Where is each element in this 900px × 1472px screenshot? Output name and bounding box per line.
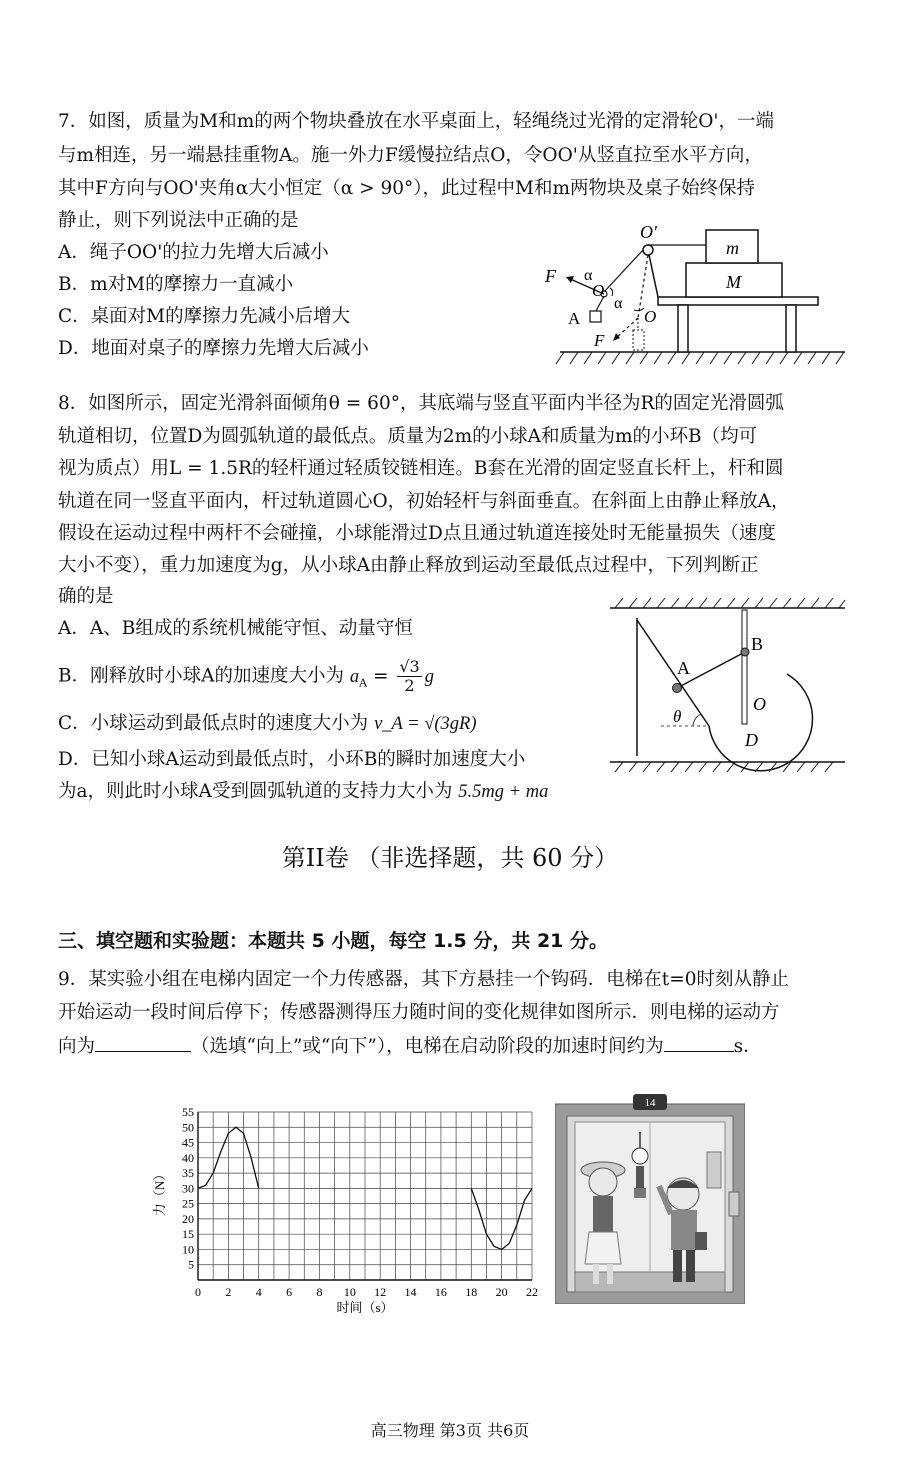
- q7-line: 其中F方向与OO'夹角α大小恒定（α > 90°），此过程中M和m两物块及桌子始终保持: [58, 178, 756, 199]
- q7-label-oprime: O': [640, 222, 657, 242]
- q7-line: 静止，则下列说法中正确的是: [58, 210, 299, 231]
- q7-option-c: C．桌面对M的摩擦力先减小后增大: [58, 306, 351, 327]
- y-tick-label: 35: [182, 1166, 194, 1181]
- q8-line: 8．如图所示，固定光滑斜面倾角θ = 60°，其底端与竖直平面内半径为R的固定光滑圆弧: [58, 393, 784, 414]
- y-tick-label: 50: [182, 1120, 194, 1135]
- q8-line: 大小不变），重力加速度为g，从小球A由静止释放到运动至最低点过程中，下列判断正: [58, 555, 759, 576]
- q8-label-A: A: [677, 658, 690, 678]
- chart-ticks: [182, 1105, 538, 1299]
- q8-label-D: D: [745, 730, 758, 750]
- y-tick-label: 25: [182, 1196, 194, 1211]
- q8-line: 确的是: [58, 586, 114, 607]
- q8-option-d-line2: [58, 776, 850, 808]
- x-tick-label: 6: [286, 1285, 293, 1299]
- q8-option-b-math: $a_A$ = $\frac{√3}{2}$ g: [349, 657, 434, 695]
- q7-label-F-bottom: F: [594, 331, 605, 350]
- q7-figure: [540, 218, 850, 370]
- q9-line3: [58, 1029, 850, 1063]
- q8-line: 轨道相切，位置D为圆弧轨道的最低点。质量为2m的小球A和质量为m的小环B（均可: [58, 426, 758, 447]
- y-tick-label: 10: [182, 1242, 194, 1257]
- q8-label-theta: θ: [673, 707, 682, 726]
- answer-blank-time[interactable]: [664, 1029, 734, 1052]
- x-tick-label: 18: [465, 1285, 478, 1299]
- y-tick-label: 55: [182, 1105, 194, 1119]
- q8-option-a: A．A、B组成的系统机械能守恒、动量守恒: [58, 618, 413, 639]
- elevator-illustration: [555, 1092, 745, 1304]
- q8-option-b-prefix: B．刚释放时小球A的加速度大小为: [58, 665, 344, 687]
- q8-label-B: B: [751, 634, 764, 654]
- x-tick-label: 2: [225, 1285, 232, 1299]
- x-tick-label: 16: [434, 1285, 447, 1299]
- q8-line: 假设在运动过程中两杆不会碰撞，小球能滑过D点且通过轨道连接处时无能量损失（速度: [58, 523, 776, 544]
- y-tick-label: 15: [182, 1227, 194, 1242]
- q8-figure: [605, 596, 850, 776]
- q7-option-d: D．地面对桌子的摩擦力先增大后减小: [58, 338, 369, 359]
- x-tick-label: 4: [255, 1285, 262, 1299]
- q8-label-O: O: [753, 694, 766, 714]
- y-tick-label: 5: [188, 1257, 194, 1272]
- q9-line3-a: 向为: [58, 1036, 96, 1057]
- x-tick-label: 22: [526, 1285, 538, 1299]
- q8-option-d-prefix: 为a，则此时小球A受到圆弧轨道的支持力大小为: [58, 781, 453, 802]
- chart-grid: [198, 1112, 532, 1280]
- q7-label-m: m: [726, 238, 739, 258]
- q7-label-A: A: [568, 309, 581, 328]
- q7-label-O1: O: [592, 281, 605, 300]
- q9-line3-b: （选填“向上”或“向下”），电梯在启动阶段的加速时间约为: [191, 1036, 664, 1057]
- q9-line2: 开始运动一段时间后停下；传感器测得压力随时间的变化规律如图所示．则电梯的运动方: [58, 1002, 780, 1023]
- x-tick-label: 12: [374, 1285, 387, 1299]
- elevator-floor-display: 14: [644, 1097, 656, 1109]
- x-tick-label: 0: [195, 1285, 201, 1299]
- q8-option-c-prefix: C．小球运动到最低点时的速度大小为: [58, 713, 369, 734]
- q7-label-alpha1: α: [584, 267, 593, 284]
- q7-option-a: A．绳子OO'的拉力先增大后减小: [58, 242, 329, 263]
- chart-xlabel: 时间（s）: [336, 1300, 394, 1315]
- y-tick-label: 40: [182, 1150, 194, 1165]
- q8-option-d-line1: D．已知小球A运动到最低点时，小环B的瞬时加速度大小: [58, 749, 526, 770]
- section2-title: 第II卷 （非选择题，共 60 分）: [281, 844, 619, 872]
- q9-line3-c: s．: [733, 1036, 762, 1057]
- q9-line1: 9．某实验小组在电梯内固定一个力传感器，其下方悬挂一个钩码．电梯在t=0时刻从静止: [58, 969, 789, 990]
- y-tick-label: 45: [182, 1135, 194, 1150]
- x-tick-label: 20: [495, 1285, 508, 1299]
- answer-blank-direction[interactable]: [95, 1029, 191, 1052]
- x-tick-label: 10: [343, 1285, 356, 1299]
- y-tick-label: 30: [182, 1181, 194, 1196]
- q8-line: 轨道在同一竖直平面内，杆过轨道圆心O，初始轻杆与斜面垂直。在斜面上由静止释放A，: [58, 491, 790, 512]
- x-tick-label: 14: [404, 1285, 417, 1299]
- section3-title: 三、填空题和实验题：本题共 5 小题，每空 1.5 分，共 21 分。: [58, 930, 609, 952]
- q7-label-alpha2: α: [614, 295, 623, 312]
- q7-label-M: M: [726, 272, 741, 292]
- q7-label-O2: O: [644, 307, 657, 326]
- q7-label-F-top: F: [545, 266, 556, 286]
- x-tick-label: 8: [316, 1285, 323, 1299]
- page-footer: 高三物理 第3页 共6页: [370, 1421, 530, 1440]
- q8-option-c-formula: v_A = √(3gR): [374, 714, 477, 734]
- q8-line: 视为质点）用L = 1.5R的轻杆通过轻质铰链相连。B套在光滑的固定竖直长杆上，杆和圆: [58, 458, 784, 479]
- q8-option-d-formula: 5.5mg + ma: [458, 782, 549, 802]
- y-tick-label: 20: [182, 1211, 194, 1226]
- q7-option-b: B．m对M的摩擦力一直减小: [58, 274, 294, 295]
- q7-line: 7．如图，质量为M和m的两个物块叠放在水平桌面上，轻绳绕过光滑的定滑轮O'，一端: [58, 111, 775, 132]
- force-time-chart: [150, 1100, 550, 1320]
- chart-ylabel: 力（N）: [152, 1167, 167, 1217]
- q7-line: 与m相连，另一端悬挂重物A。施一外力F缓慢拉结点O，令OO'从竖直拉至水平方向，: [58, 145, 763, 166]
